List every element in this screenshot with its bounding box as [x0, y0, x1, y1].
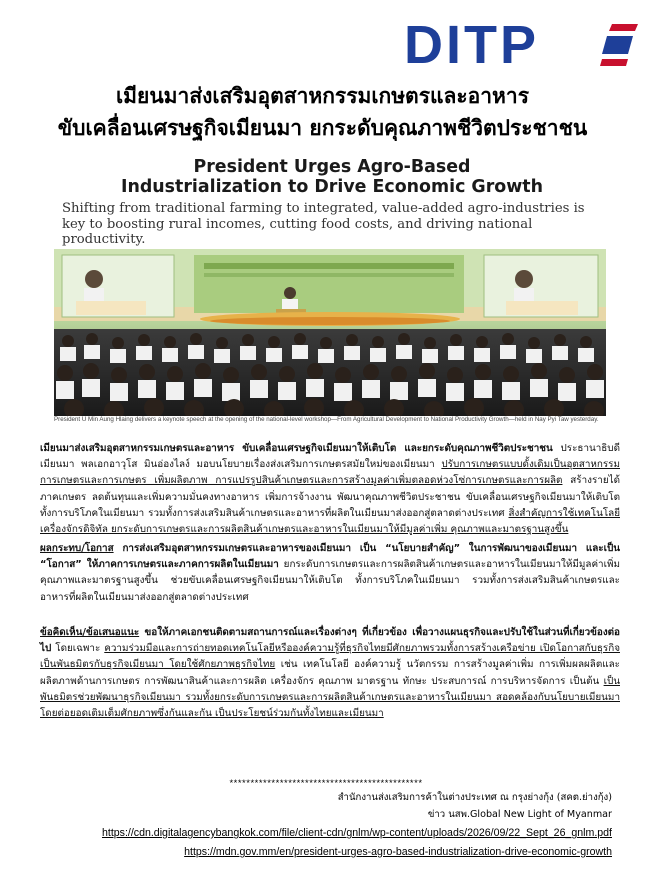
clipping-headline: [62, 157, 602, 197]
clipping-deck: Shifting from traditional farming to integrated, value-added agro-industries is key to boosting rural incomes, cutting food costs, and driving national productivity.: [62, 201, 585, 247]
page-title-line-2: ขับเคลื่อนเศรษฐกิจเมียนมา ยกระดับคุณภาพชีวิตประชาชน: [57, 116, 588, 140]
recommendation-body: โดยเฉพาะ: [51, 643, 105, 655]
logo-text: DITP: [404, 15, 540, 75]
source-office: สำนักงานส่งเสริมการค้าในต่างประเทศ ณ กรุงย่างกุ้ง (สคต.ย่างกุ้ง): [337, 792, 612, 803]
separator-stars: **********************************************: [229, 778, 423, 789]
summary-body: ประธานาธิบดีเมียนมา พลเอกอาวุโส มินอ่องไลง์ มอบนโยบายเรื่องส่งเสริมการเกษตรสมัยใหม่ของเมียนมา: [40, 443, 620, 471]
clipping-headline-line-1: President Urges Agro-Based: [193, 157, 471, 177]
paragraph-summary: [40, 441, 620, 538]
impact-heading: ผลกระทบ/โอกาส: [40, 543, 114, 554]
page-title-line-1: เมียนมาส่งเสริมอุตสาหกรรมเกษตรและอาหาร: [116, 84, 529, 108]
clipping-headline-line-2: Industrialization to Drive Economic Growth: [121, 177, 543, 197]
recommendation-highlight: ความร่วมมือและการถ่ายทอดเทคโนโลยีหรือองค์ความรู้ที่ธุรกิจไทยมีศักยภาพรวมทั้งการสร้างเครือข่าย เปิดโอกาสกับธุรกิจ เป็นพันธมิตรกับธุรกิจเมียนมา โดยใช้ศักยภาพธุรกิจไทย: [40, 643, 620, 671]
source-link-pdf[interactable]: https://cdn.digitalagencybangkok.com/file/client-cdn/gnlm/wp-content/uploads/2026/09/22_Sept_26_gnlm.pdf: [101, 827, 612, 839]
recommendation-body-2: เช่น เทคโนโลยี องค์ความรู้ นวัตกรรม การสร้างมูลค่าเพิ่ม การเพิ่มผลผลิตและผลิตภาพด้านการเกษตร การพัฒนาสินค้าและการผลิต เครื่องจักร คุณภาพ มาตรฐาน ทักษะ ประสบการณ์ การบริหารจัดการ เป็นต้น: [40, 659, 620, 687]
photo-caption: President U Min Aung Hlaing delivers a keynote speech at the opening of the national-level workshop—From Agricultural Development to National Productivity Growth—held in Nay Pyi Taw yesterday.: [54, 416, 599, 423]
news-clipping: [54, 153, 606, 431]
recommendation-highlight-2: เป็นพันธมิตรช่วยพัฒนาธุรกิจเมียนมา รวมทั้งยกระดับการเกษตรและการผลิตสินค้าเกษตรและอาหารในเมียนมา สอดคล้องกับนโยบายเมียนมา โดยต่อยอดเติมเต็มศักยภาพซึ่งกันและกัน เป็นประโยชน์ร่วมกันทั้งไทยและเมียนมา: [40, 675, 620, 720]
impact-lead: การส่งเสริมอุตสาหกรรมเกษตรและอาหารของเมียนมา เป็น “นโยบายสำคัญ” ในการพัฒนาของเมียนมา และเป็น “โอกาส” ให้ภาคการเกษตรและภาคการผลิตในเมียนมา: [40, 543, 620, 571]
workshop-photo: [54, 249, 606, 416]
summary-body-2: สร้างรายได้ภาคเกษตร ลดต้นทุนและเพิ่มความมั่นคงทางอาหาร เพิ่มการจ้างงาน พัฒนาคุณภาพชีวิตประชาชน ขับเคลื่อนเศรษฐกิจเมียนมาให้เติบโต ทั้งการบริโภคในเมียนมา รวมทั้งการส่งเสริมสินค้าเกษตรและอาหารที่ผลิตในเมียนมาส่งออกสู่ตลาดต่างประเทศ: [40, 475, 620, 519]
source-news: ข่าว นสพ.Global New Light of Myanmar: [427, 809, 612, 820]
summary-highlight-2: สิ่งสำคัญการใช้เทคโนโลยี เครื่องจักรดิจิทัล ยกระดับการเกษตรและการผลิตสินค้าเกษตรและอาหารในเมียนมาให้มีมูลค่าเพิ่ม คุณภาพและมาตรฐานสูงขึ้น: [40, 507, 620, 536]
ditp-logo: [404, 14, 636, 76]
thai-flag-icon: [600, 22, 638, 68]
impact-body: ยกระดับการเกษตรและการผลิตสินค้าเกษตรและอาหารในเมียนมาให้มีมูลค่าเพิ่ม คุณภาพและมาตรฐานสูงขึ้น ช่วยขับเคลื่อนเศรษฐกิจเมียนมาให้เติบโต ทั้งการบริโภคในเมียนมา รวมทั้งการส่งเสริมสินค้าเกษตรและอาหารที่ผลิตในเมียนมาส่งออกสู่ตลาดต่างประเทศ: [40, 559, 620, 603]
recommendation-heading: ข้อคิดเห็น/ข้อเสนอแนะ: [40, 627, 140, 638]
source-link-article[interactable]: https://mdn.gov.mm/en/president-urges-agro-based-industrialization-drive-economic-growth: [184, 846, 612, 858]
recommendation-lead: ขอให้ภาคเอกชนติดตามสถานการณ์และเรื่องต่างๆ ที่เกี่ยวข้อง เพื่อวางแผนธุรกิจและปรับใช้ในส่วนที่เกี่ยวข้องต่อไป: [40, 627, 620, 655]
paragraph-recommendation: [40, 625, 620, 722]
summary-highlight: ปรับการเกษตรแบบดั้งเดิมเป็นอุตสาหกรรมการเกษตรและการเกษตร เพิ่มผลิตภาพ การแปรรูปสินค้าเกษตรและการสร้างมูลค่าเพิ่มตลอดห่วงโซ่การเกษตรและการผลิต: [40, 459, 620, 487]
paragraph-impact: [40, 541, 620, 606]
summary-lead: เมียนมาส่งเสริมอุตสาหกรรมเกษตรและอาหาร ขับเคลื่อนเศรษฐกิจเมียนมาให้เติบโต และยกระดับคุณภาพชีวิตประชาชน: [40, 443, 553, 454]
